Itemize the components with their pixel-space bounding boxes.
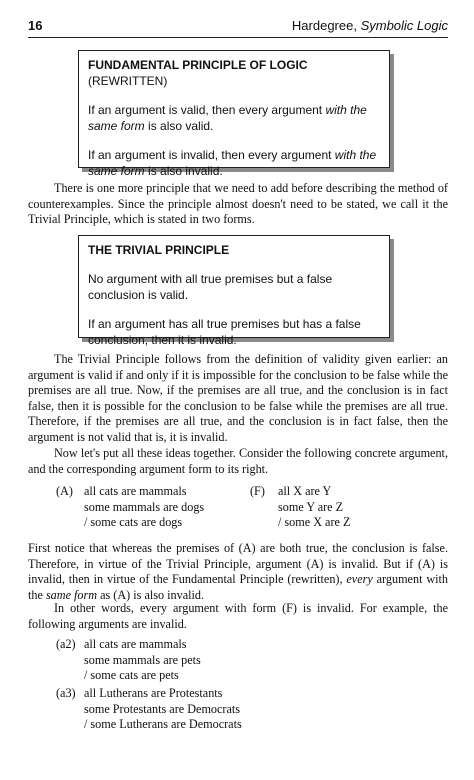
box-paragraph-no-valid: No argument with all true premises but a false conclusion is valid.	[88, 272, 333, 302]
argument-label: (A)	[56, 484, 73, 498]
box-paragraph-invalid: If an argument has all true premises but has a false conclusion, then it is invalid.	[88, 317, 361, 347]
premise-line: all Lutherans are Protestants	[84, 686, 223, 700]
argument-form-f	[250, 484, 410, 534]
premise-line: all cats are mammals	[84, 484, 187, 498]
argument-a2	[56, 637, 306, 687]
fundamental-principle-box	[78, 50, 390, 178]
book-title: Symbolic Logic	[360, 18, 448, 33]
paragraph-put-together: Now let's put all these ideas together. Consider the following concrete argument, and the corresponding argument form to its right.	[28, 446, 448, 476]
paragraph-first-notice: First notice that whereas the premises of (A) are both true, the conclusion is false. Therefore, in virtue of the Trivial Principle, argument (A) is invalid. But if (A) is invalid, then in virtue of the Fundamental Principle (rewritten), every argument with the same form as (A) is also invalid.	[28, 541, 448, 602]
argument-lines	[84, 484, 204, 531]
premise-line: all X are Y	[278, 484, 332, 498]
box-title: FUNDAMENTAL PRINCIPLE OF LOGIC	[88, 58, 308, 72]
premise-line: all cats are mammals	[84, 637, 187, 651]
page-header	[28, 18, 448, 38]
conclusion-line: / some cats are dogs	[84, 515, 183, 529]
argument-label: (a3)	[56, 686, 76, 700]
argument-a	[56, 484, 256, 534]
premise-line: some Y are Z	[278, 499, 344, 514]
conclusion-line: / some cats are pets	[84, 668, 179, 682]
box-paragraph-valid: If an argument is valid, then every argument with the same form is also valid.	[88, 103, 367, 133]
running-title	[292, 18, 448, 33]
paragraph-in-other-words: In other words, every argument with form (F) is invalid. For example, the following arguments are invalid.	[28, 601, 448, 631]
conclusion-line: / some X are Z	[278, 515, 351, 529]
document-page	[28, 0, 448, 780]
argument-label: (F)	[250, 484, 265, 498]
paragraph-trivial-explanation: The Trivial Principle follows from the definition of validity given earlier: an argument is valid if and only if it is impossible for the conclusion to be false while the premises are all true. Now, if the premises are all true, and the conclusion is in fact false, then it is possible for the conclusion to be false while the premises are all true. Therefore, if the premises are all true, and the conclusion is in fact false, then the argument is not valid that is, it is invalid.	[28, 352, 448, 444]
box-paragraph-invalid: If an argument is invalid, then every argument with the same form is also invalid.	[88, 148, 377, 178]
argument-lines	[278, 484, 350, 531]
conclusion-line: / some Lutherans are Democrats	[84, 717, 242, 731]
header-rule	[28, 37, 448, 38]
premise-line: some Protestants are Democrats	[84, 701, 241, 716]
premise-line: some mammals are pets	[84, 652, 201, 667]
premise-line: some mammals are dogs	[84, 499, 205, 514]
argument-a3	[56, 686, 316, 736]
paragraph-intro-trivial: There is one more principle that we need to add before describing the method of counterexamples. Since the principle almost doesn't need to be stated, we call it the Trivial Principle, which is stated in two forms.	[28, 181, 448, 226]
author-name: Hardegree,	[291, 18, 361, 33]
argument-label: (a2)	[56, 637, 76, 651]
page-number: 16	[28, 18, 43, 33]
box-title: THE TRIVIAL PRINCIPLE	[88, 243, 230, 257]
box-subtitle: (REWRITTEN)	[88, 74, 168, 88]
argument-lines	[84, 686, 242, 733]
trivial-principle-box	[78, 235, 390, 347]
argument-lines	[84, 637, 201, 684]
